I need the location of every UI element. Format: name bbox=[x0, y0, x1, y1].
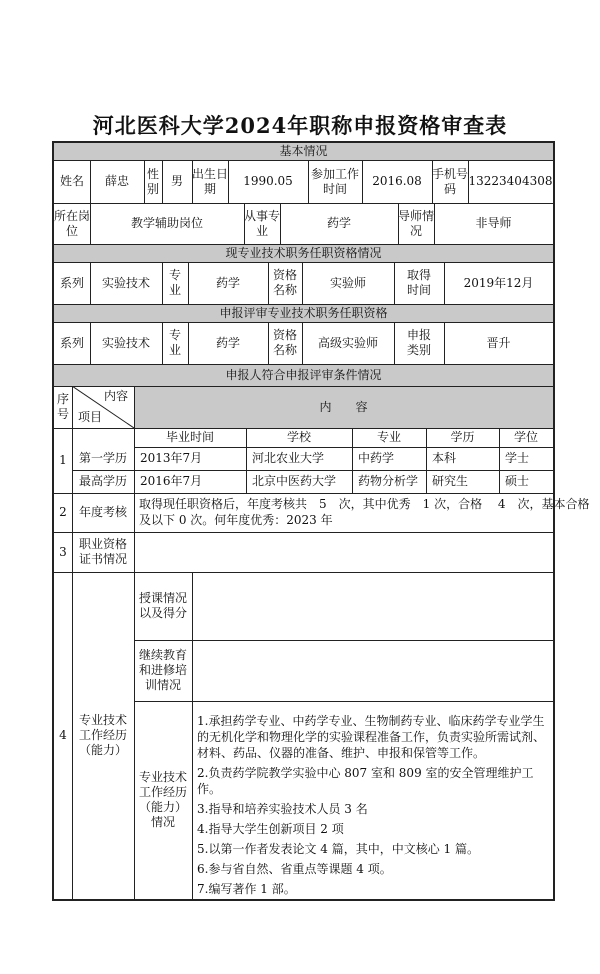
annual-review-line-2: 及以下 0 次。何年度优秀：2023 年 bbox=[139, 513, 333, 527]
edu-row-time: 2016年7月 bbox=[140, 474, 203, 488]
grid-line bbox=[308, 160, 309, 203]
grid-line bbox=[54, 244, 553, 245]
row4-label: 专业技术工作经历（能力） bbox=[78, 713, 127, 757]
grid-line bbox=[72, 470, 553, 471]
work-label: 参加工作时间 bbox=[310, 166, 359, 196]
row1-no: 1 bbox=[59, 453, 67, 467]
edu-row-time: 2013年7月 bbox=[140, 451, 203, 465]
grid-line bbox=[244, 203, 245, 244]
grid-line bbox=[394, 322, 395, 364]
grid-line bbox=[426, 428, 427, 493]
apply-major-label: 专业 bbox=[168, 328, 181, 357]
current-major-label: 专业 bbox=[168, 268, 181, 297]
annual-review-line-1: 取得现任职资格后，年度考核共 5 次，其中优秀 1 次，合格 4 次，基本合格 bbox=[139, 497, 590, 511]
grid-line bbox=[302, 322, 303, 364]
grid-line bbox=[54, 304, 553, 305]
work-exp-item: 5.以第一作者发表论文 4 篇，其中，中文核心 1 篇。 bbox=[197, 842, 479, 856]
grid-line bbox=[54, 160, 553, 161]
grid-line bbox=[54, 532, 553, 533]
current-qual-value: 实验师 bbox=[329, 275, 366, 290]
grid-line bbox=[134, 386, 135, 899]
grid-line bbox=[280, 203, 281, 244]
grid-line bbox=[468, 160, 469, 203]
grid-line bbox=[54, 322, 553, 323]
work-exp-label: 专业技术工作经历（能力）情况 bbox=[139, 770, 188, 829]
review-form bbox=[52, 141, 590, 901]
edu-row-major: 药物分析学 bbox=[358, 474, 419, 488]
row2-no: 2 bbox=[59, 505, 67, 519]
edu-row-degree: 学士 bbox=[505, 451, 530, 465]
grid-line bbox=[162, 262, 163, 304]
grid-line bbox=[54, 262, 553, 263]
current-date-label: 取得时间 bbox=[406, 268, 431, 297]
col-item-bottom: 项目 bbox=[78, 410, 103, 424]
edu-header-major: 专业 bbox=[376, 430, 401, 444]
edu-header-degree: 学位 bbox=[513, 430, 538, 444]
grid-line bbox=[144, 160, 145, 203]
grid-line bbox=[188, 322, 189, 364]
grid-line bbox=[394, 262, 395, 304]
edu-row-major: 中药学 bbox=[358, 451, 395, 465]
col-no-header: 序号 bbox=[57, 392, 70, 421]
edu-header-time: 毕业时间 bbox=[165, 430, 214, 444]
grid-line bbox=[398, 203, 399, 244]
current-date-value: 2019年12月 bbox=[463, 275, 534, 290]
grid-line bbox=[90, 160, 91, 203]
work-value: 2016.08 bbox=[372, 174, 422, 188]
grid-line bbox=[162, 322, 163, 364]
grid-line bbox=[134, 447, 553, 448]
major-value: 药学 bbox=[326, 216, 351, 230]
work-exp-list bbox=[197, 713, 547, 901]
birth-value: 1990.05 bbox=[243, 174, 293, 188]
grid-line bbox=[499, 428, 500, 493]
row3-no: 3 bbox=[59, 544, 67, 559]
grid-line bbox=[54, 203, 553, 204]
grid-line bbox=[434, 203, 435, 244]
work-exp-item: 7.编写著作 1 部。 bbox=[197, 882, 296, 896]
edu-header-school: 学校 bbox=[286, 430, 311, 444]
edu-row-school: 河北农业大学 bbox=[252, 451, 325, 465]
grid-line bbox=[90, 203, 91, 244]
current-qual-label: 资格名称 bbox=[272, 268, 297, 297]
current-series-label: 系列 bbox=[59, 275, 84, 290]
grid-line bbox=[54, 572, 553, 573]
edu-row-degree: 硕士 bbox=[505, 474, 530, 488]
birth-label: 出生日期 bbox=[192, 166, 229, 196]
grid-line bbox=[246, 428, 247, 493]
apply-qual-label: 资格名称 bbox=[272, 328, 297, 357]
phone-value: 13223404308 bbox=[468, 174, 553, 188]
gender-label: 性别 bbox=[146, 166, 159, 196]
edu-row-label: 最高学历 bbox=[78, 474, 127, 488]
grid-line bbox=[134, 701, 553, 702]
current-series-value: 实验技术 bbox=[101, 275, 150, 290]
grid-line bbox=[188, 262, 189, 304]
work-exp-item: 3.指导和培养实验技术人员 3 名 bbox=[197, 802, 368, 816]
post-label: 所在岗位 bbox=[54, 208, 91, 238]
grid-line bbox=[362, 160, 363, 203]
grid-line bbox=[268, 262, 269, 304]
gender-value: 男 bbox=[170, 174, 183, 188]
row4-no: 4 bbox=[59, 728, 67, 742]
grid-line bbox=[162, 160, 163, 203]
grid-line bbox=[444, 322, 445, 364]
continuing-edu-label: 继续教育和进修培训情况 bbox=[139, 648, 188, 692]
edu-row-label: 第一学历 bbox=[78, 451, 127, 465]
grid-line bbox=[302, 262, 303, 304]
tutor-value: 非导师 bbox=[475, 216, 512, 230]
work-exp-item: 6.参与省自然、省重点等课题 4 项。 bbox=[197, 862, 392, 876]
apply-major-value: 药学 bbox=[215, 335, 240, 350]
major-label: 从事专业 bbox=[244, 208, 281, 238]
edu-row-edu: 研究生 bbox=[432, 474, 469, 488]
post-value: 教学辅助岗位 bbox=[130, 216, 203, 230]
edu-row-edu: 本科 bbox=[432, 451, 457, 465]
grid-line bbox=[134, 640, 553, 641]
phone-label: 手机号码 bbox=[432, 166, 469, 196]
name-label: 姓名 bbox=[59, 174, 84, 188]
apply-type-label: 申报类别 bbox=[406, 328, 431, 357]
section-conditions-header: 申报人符合申报评审条件情况 bbox=[54, 364, 553, 386]
header-diagonal bbox=[72, 386, 134, 428]
section-current-header: 现专业技术职务任职资格情况 bbox=[54, 244, 553, 262]
grid-line bbox=[444, 262, 445, 304]
current-major-value: 药学 bbox=[215, 275, 240, 290]
work-exp-item: 1.承担药学专业、中药学专业、生物制药专业、临床药学专业学生的无机化学和物理化学的实验课程准备工作，负责实验所需试剂、材料、药品、仪器的准备、维护、申报和保管等工作。 bbox=[197, 714, 546, 760]
row2-label: 年度考核 bbox=[78, 505, 127, 519]
grid-line bbox=[90, 262, 91, 304]
page-title: 河北医科大学2024年职称申报资格审查表 bbox=[92, 113, 508, 138]
grid-line bbox=[352, 428, 353, 493]
grid-line bbox=[72, 386, 73, 899]
work-exp-item: 4.指导大学生创新项目 2 项 bbox=[197, 822, 344, 836]
tutor-label: 导师情况 bbox=[398, 208, 435, 238]
row3-label: 职业资格证书情况 bbox=[78, 537, 127, 566]
annual-review-text bbox=[139, 496, 590, 528]
section-basic-header: 基本情况 bbox=[54, 143, 553, 160]
grid-line bbox=[54, 493, 553, 494]
name-value: 薛忠 bbox=[104, 174, 129, 188]
grid-line bbox=[54, 364, 553, 365]
edu-header-edu: 学历 bbox=[450, 430, 475, 444]
apply-series-value: 实验技术 bbox=[101, 335, 150, 350]
grid-line bbox=[268, 322, 269, 364]
grid-line bbox=[432, 160, 433, 203]
grid-line bbox=[228, 160, 229, 203]
grid-line bbox=[90, 322, 91, 364]
apply-qual-value: 高级实验师 bbox=[317, 335, 378, 350]
apply-type-value: 晋升 bbox=[486, 335, 511, 350]
work-exp-item: 2.负责药学院教学实验中心 807 室和 809 室的安全管理维护工作。 bbox=[197, 766, 534, 796]
col-item-top: 内容 bbox=[103, 389, 128, 403]
grid-line bbox=[54, 428, 553, 429]
col-content-header: 内 容 bbox=[134, 386, 553, 428]
grid-line bbox=[192, 160, 193, 203]
teach-label: 授课情况以及得分 bbox=[139, 591, 188, 620]
grid-line bbox=[192, 572, 193, 899]
apply-series-label: 系列 bbox=[59, 335, 84, 350]
section-apply-header: 申报评审专业技术职务任职资格 bbox=[54, 304, 553, 322]
edu-row-school: 北京中医药大学 bbox=[252, 474, 337, 488]
